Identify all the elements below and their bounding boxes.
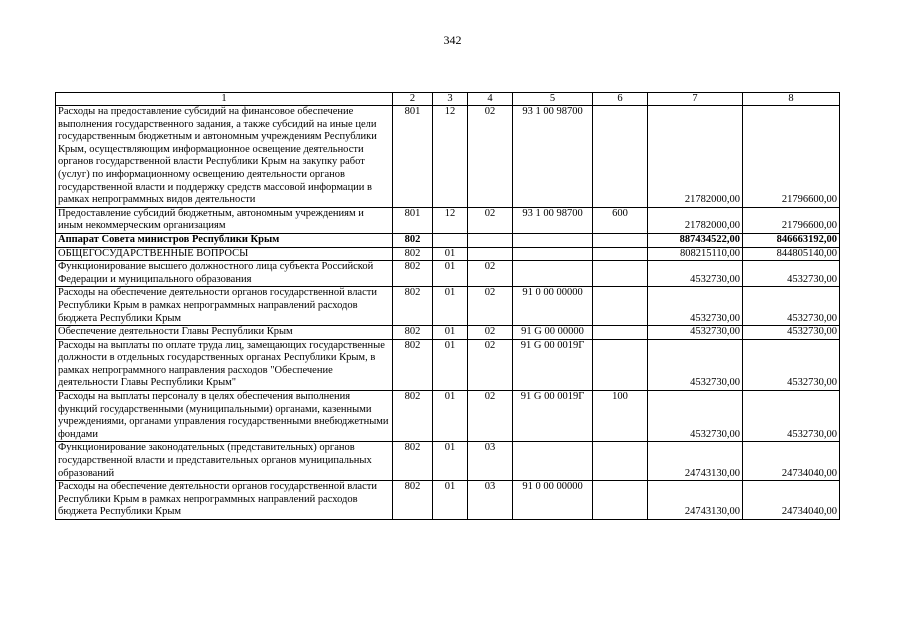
table-row (56, 233, 840, 247)
row-expense-type (593, 233, 648, 247)
row-amount-year2: 21796600,00 (743, 106, 840, 208)
row-subsection-code: 03 (468, 481, 513, 520)
table-row (56, 326, 840, 340)
row-section-code: 01 (433, 339, 468, 390)
row-description: Расходы на обеспечение деятельности органов государственной власти Республики Крым в рамках непрограммных направлений расходов бюджета Республики Крым (56, 481, 393, 520)
row-target-article: 91 0 00 00000 (513, 481, 593, 520)
row-section-code: 01 (433, 442, 468, 481)
row-target-article: 93 1 00 98700 (513, 207, 593, 233)
row-subsection-code: 02 (468, 391, 513, 442)
row-expense-type (593, 106, 648, 208)
row-amount-year1: 24743130,00 (648, 442, 743, 481)
row-expense-type (593, 247, 648, 261)
table-row (56, 481, 840, 520)
table-row (56, 339, 840, 390)
row-amount-year1: 4532730,00 (648, 339, 743, 390)
row-description: Предоставление субсидий бюджетным, автономным учреждениям и иным некоммерческим организациям (56, 207, 393, 233)
row-ministry-code: 802 (393, 247, 433, 261)
row-expense-type (593, 326, 648, 340)
header-cell: 1 (56, 93, 393, 106)
row-section-code: 01 (433, 481, 468, 520)
row-subsection-code (468, 247, 513, 261)
row-subsection-code: 02 (468, 261, 513, 287)
row-section-code (433, 233, 468, 247)
row-expense-type (593, 481, 648, 520)
header-cell: 6 (593, 93, 648, 106)
row-amount-year1: 4532730,00 (648, 261, 743, 287)
row-section-code: 12 (433, 207, 468, 233)
row-amount-year1: 21782000,00 (648, 106, 743, 208)
row-description: Расходы на предоставление субсидий на финансовое обеспечение выполнения государственного задания, а также субсидий на иные цели государственным бюджетным и автономным учреждениям Республики Крым, осуществляющим информационное освещение деятельности органов государственной власти Республики Крым на закупку работ (услуг) по информационному освещению деятельности органов государственной власти и поддержку средств массовой информации в рамках непрограммных видов деятельности (56, 106, 393, 208)
row-subsection-code: 02 (468, 326, 513, 340)
row-amount-year1: 4532730,00 (648, 287, 743, 326)
row-section-code: 01 (433, 261, 468, 287)
row-ministry-code: 802 (393, 339, 433, 390)
row-section-code: 01 (433, 247, 468, 261)
row-ministry-code: 802 (393, 442, 433, 481)
row-section-code: 01 (433, 391, 468, 442)
row-target-article: 93 1 00 98700 (513, 106, 593, 208)
row-expense-type (593, 339, 648, 390)
row-subsection-code: 03 (468, 442, 513, 481)
row-target-article (513, 247, 593, 261)
row-subsection-code: 02 (468, 339, 513, 390)
row-amount-year2: 21796600,00 (743, 207, 840, 233)
row-ministry-code: 802 (393, 233, 433, 247)
row-amount-year2: 4532730,00 (743, 391, 840, 442)
row-amount-year2: 24734040,00 (743, 442, 840, 481)
budget-table (55, 92, 840, 520)
row-ministry-code: 802 (393, 391, 433, 442)
header-cell: 4 (468, 93, 513, 106)
header-cell: 5 (513, 93, 593, 106)
table-row (56, 287, 840, 326)
table-row (56, 207, 840, 233)
header-cell: 7 (648, 93, 743, 106)
row-ministry-code: 802 (393, 481, 433, 520)
row-expense-type (593, 442, 648, 481)
table-row (56, 442, 840, 481)
row-amount-year1: 4532730,00 (648, 326, 743, 340)
row-amount-year2: 844805140,00 (743, 247, 840, 261)
row-description: Расходы на обеспечение деятельности органов государственной власти Республики Крым в рамках непрограммных направлений расходов бюджета Республики Крым (56, 287, 393, 326)
row-expense-type: 100 (593, 391, 648, 442)
row-description: Расходы на выплаты по оплате труда лиц, замещающих государственные должности в отдельных государственных органах Республики Крым, в рамках непрограммного направления расходов "Обеспечение деятельности Главы Республики Крым" (56, 339, 393, 390)
row-amount-year1: 808215110,00 (648, 247, 743, 261)
row-amount-year1: 887434522,00 (648, 233, 743, 247)
page-number: 342 (443, 33, 462, 47)
row-ministry-code: 801 (393, 207, 433, 233)
row-expense-type (593, 261, 648, 287)
table-row (56, 391, 840, 442)
row-amount-year2: 24734040,00 (743, 481, 840, 520)
row-amount-year1: 24743130,00 (648, 481, 743, 520)
row-ministry-code: 801 (393, 106, 433, 208)
row-description: Обеспечение деятельности Главы Республики Крым (56, 326, 393, 340)
row-subsection-code: 02 (468, 106, 513, 208)
row-amount-year2: 4532730,00 (743, 261, 840, 287)
row-description: ОБЩЕГОСУДАРСТВЕННЫЕ ВОПРОСЫ (56, 247, 393, 261)
header-cell: 2 (393, 93, 433, 106)
row-ministry-code: 802 (393, 326, 433, 340)
table-row (56, 261, 840, 287)
row-description: Аппарат Совета министров Республики Крым (56, 233, 393, 247)
table-row (56, 247, 840, 261)
row-target-article (513, 442, 593, 481)
row-expense-type: 600 (593, 207, 648, 233)
row-target-article: 91 G 00 0019Г (513, 391, 593, 442)
row-amount-year2: 4532730,00 (743, 287, 840, 326)
row-ministry-code: 802 (393, 261, 433, 287)
row-description: Функционирование законодательных (представительных) органов государственной власти и представительных органов муниципальных образований (56, 442, 393, 481)
table-row (56, 106, 840, 208)
row-amount-year2: 4532730,00 (743, 339, 840, 390)
row-target-article (513, 261, 593, 287)
table-header-row (56, 93, 840, 106)
row-section-code: 01 (433, 326, 468, 340)
row-section-code: 01 (433, 287, 468, 326)
row-target-article: 91 G 00 0019Г (513, 339, 593, 390)
row-subsection-code (468, 233, 513, 247)
row-amount-year2: 846663192,00 (743, 233, 840, 247)
row-section-code: 12 (433, 106, 468, 208)
row-expense-type (593, 287, 648, 326)
row-amount-year2: 4532730,00 (743, 326, 840, 340)
row-subsection-code: 02 (468, 207, 513, 233)
row-description: Функционирование высшего должностного лица субъекта Российской Федерации и муниципального образования (56, 261, 393, 287)
row-ministry-code: 802 (393, 287, 433, 326)
row-subsection-code: 02 (468, 287, 513, 326)
row-amount-year1: 21782000,00 (648, 207, 743, 233)
row-target-article: 91 G 00 00000 (513, 326, 593, 340)
row-amount-year1: 4532730,00 (648, 391, 743, 442)
row-description: Расходы на выплаты персоналу в целях обеспечения выполнения функций государственными (муниципальными) органами, казенными учреждениями, органами управления государственными внебюджетными фондами (56, 391, 393, 442)
row-target-article (513, 233, 593, 247)
row-target-article: 91 0 00 00000 (513, 287, 593, 326)
header-cell: 3 (433, 93, 468, 106)
header-cell: 8 (743, 93, 840, 106)
